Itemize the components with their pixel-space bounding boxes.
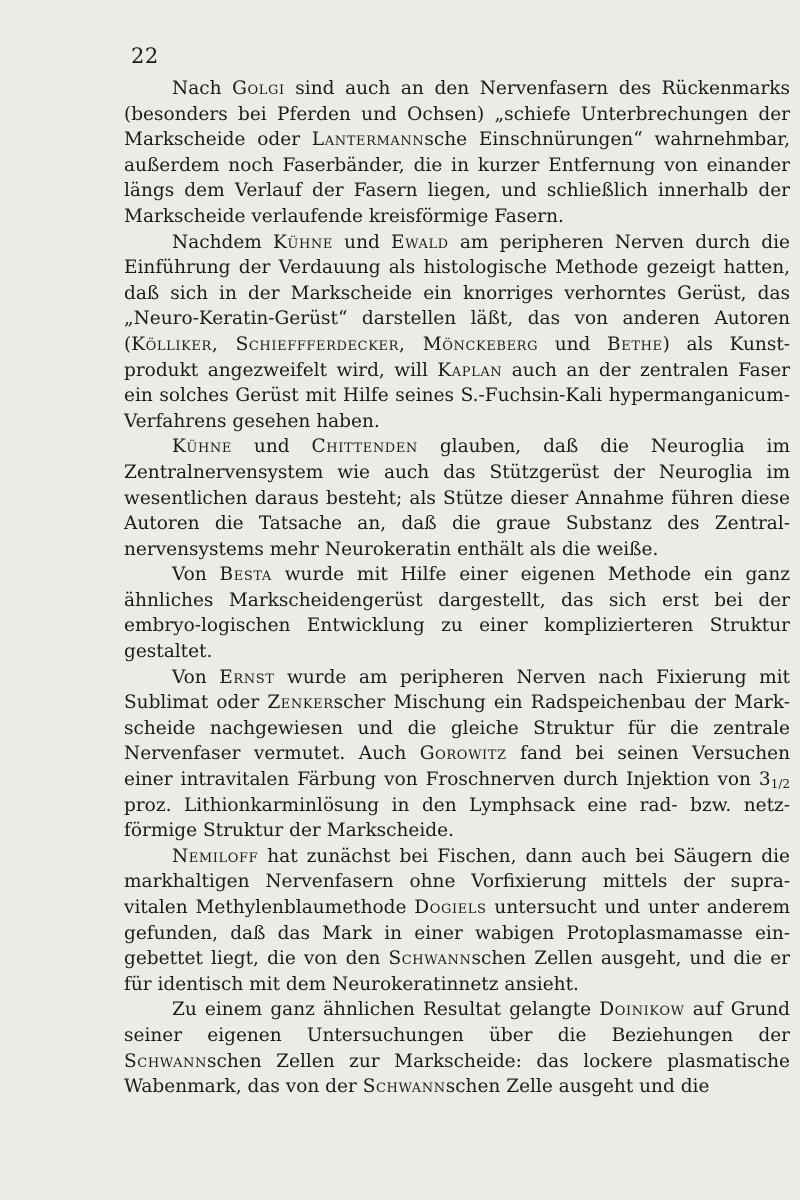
text-run: schen Zellen ausgeht, und die er für identisch mit dem Neurokeratinnetz ansieht.	[124, 948, 790, 995]
paragraph	[124, 844, 790, 998]
author-name: Schwann	[124, 1050, 208, 1072]
paragraph	[124, 230, 790, 435]
text-run: fand bei seinen Versuchen einer intravitalen Färbung von Froschnerven durch Injektion von 3	[124, 743, 790, 791]
text-run: sche Einschnürungen“ wahrnehmbar, außerdem noch Faserbänder, die in kurzer Entfernung von einander längs dem Verlauf der Fasern liegen, und schließlich innerhalb der Markscheide verlaufende kreisförmige Fasern.	[124, 129, 790, 227]
text-run: Von	[172, 666, 220, 688]
author-name: Gorowitz	[419, 743, 507, 765]
text-run: und	[333, 231, 392, 253]
author-name: Golgi	[232, 78, 285, 99]
text-run: ) als Kunst-produkt angezweifelt wird, will	[124, 333, 790, 381]
text-run: schen Zelle ausgeht und die	[445, 1076, 710, 1098]
author-name: Ewald	[391, 231, 449, 253]
paragraph	[124, 562, 790, 664]
author-name: Chittenden	[311, 436, 418, 458]
author-name: Schwann	[362, 1076, 446, 1098]
text-run: Von	[172, 564, 220, 586]
body-text	[124, 76, 790, 1100]
paragraph	[124, 665, 790, 844]
fraction: 1/2	[770, 777, 790, 792]
author-name: Nemiloff	[172, 845, 259, 867]
text-run: am peripheren Nerven durch die Einführung der Verdauung als histologische Methode gezeigt hatten, daß sich in der Markscheide ein knorriges verhorntes Gerüst, das „Neuro-Keratin-Gerüst“ darstellen läßt, das von anderen Autoren (	[124, 231, 790, 355]
author-name: Kölliker, Schieffferdecker, Mönckeberg	[131, 333, 539, 355]
text-run: Nach	[172, 78, 233, 99]
author-name: Dogiels	[414, 897, 487, 918]
text-run: Nachdem	[172, 231, 274, 253]
author-name: Doinikow	[599, 999, 685, 1021]
paragraph	[124, 997, 790, 1099]
author-name: Bethe	[607, 333, 663, 355]
author-name: Kaplan	[437, 359, 503, 381]
text-run: sind auch an den Nervenfasern des Rückenmarks (besonders bei Pferden und Ochsen) „schiefe Unterbrechungen der Markscheide oder	[124, 78, 791, 151]
text-run: auf Grund seiner eigenen Untersuchungen über die Beziehungen der	[124, 999, 790, 1046]
text-run: und	[538, 333, 608, 355]
text-run: proz. Lithionkarminlösung in den Lymphsack eine rad- bzw. netz-förmige Struktur der Markscheide.	[124, 794, 790, 842]
author-name: Zenker	[267, 692, 334, 714]
author-name: Ernst	[219, 666, 275, 688]
author-name: Schwann	[388, 948, 472, 970]
text-run: auch an der zentralen Faser ein solches Gerüst mit Hilfe seines S.-Fuchsin-Kali hypermanganicum-Verfahrens gesehen haben.	[124, 359, 791, 432]
paragraph	[124, 434, 790, 562]
text-run: scher Mischung ein Radspeichenbau der Mark-scheide nachgewiesen und die gleiche Struktur für die zentrale Nervenfaser vermutet. Auch	[124, 692, 790, 765]
text-run: wurde am peripheren Nerven nach Fixierung mit Sublimat oder	[124, 666, 790, 714]
paragraph	[124, 76, 790, 230]
author-name: Kühne	[172, 436, 232, 458]
author-name: Lantermann	[311, 129, 425, 151]
text-run: und	[231, 436, 312, 458]
text-run: wurde mit Hilfe einer eigenen Methode ein ganz ähnliches Markscheidengerüst dargestellt, das sich erst bei der embryo-logischen Entwicklung zu einer komplizierteren Struktur gestaltet.	[124, 564, 790, 663]
text-run: untersucht und unter anderem gefunden, daß das Mark in einer wabigen Protoplasmamasse ein-gebettet liegt, die von den	[124, 897, 790, 970]
author-name: Kühne	[273, 231, 333, 253]
text-run: Zu einem ganz ähnlichen Resultat gelangte	[172, 999, 600, 1021]
page-number: 22	[131, 44, 159, 68]
text-run: hat zunächst bei Fischen, dann auch bei Säugern die markhaltigen Nervenfasern ohne Vorfixierung mittels der supra-vitalen Methylenblaumethode	[124, 845, 790, 918]
author-name: Besta	[219, 564, 272, 586]
text-run: glauben, daß die Neuroglia im Zentralnervensystem wie auch das Stützgerüst der Neuroglia im wesentlichen daraus besteht; als Stütze dieser Annahme führen diese Autoren die Tatsache an, daß die graue Substanz des Zentral-nervensystems mehr Neurokeratin enthält als die weiße.	[124, 436, 791, 560]
text-run: schen Zellen zur Markscheide: das lockere plasmatische Wabenmark, das von der	[124, 1050, 790, 1098]
